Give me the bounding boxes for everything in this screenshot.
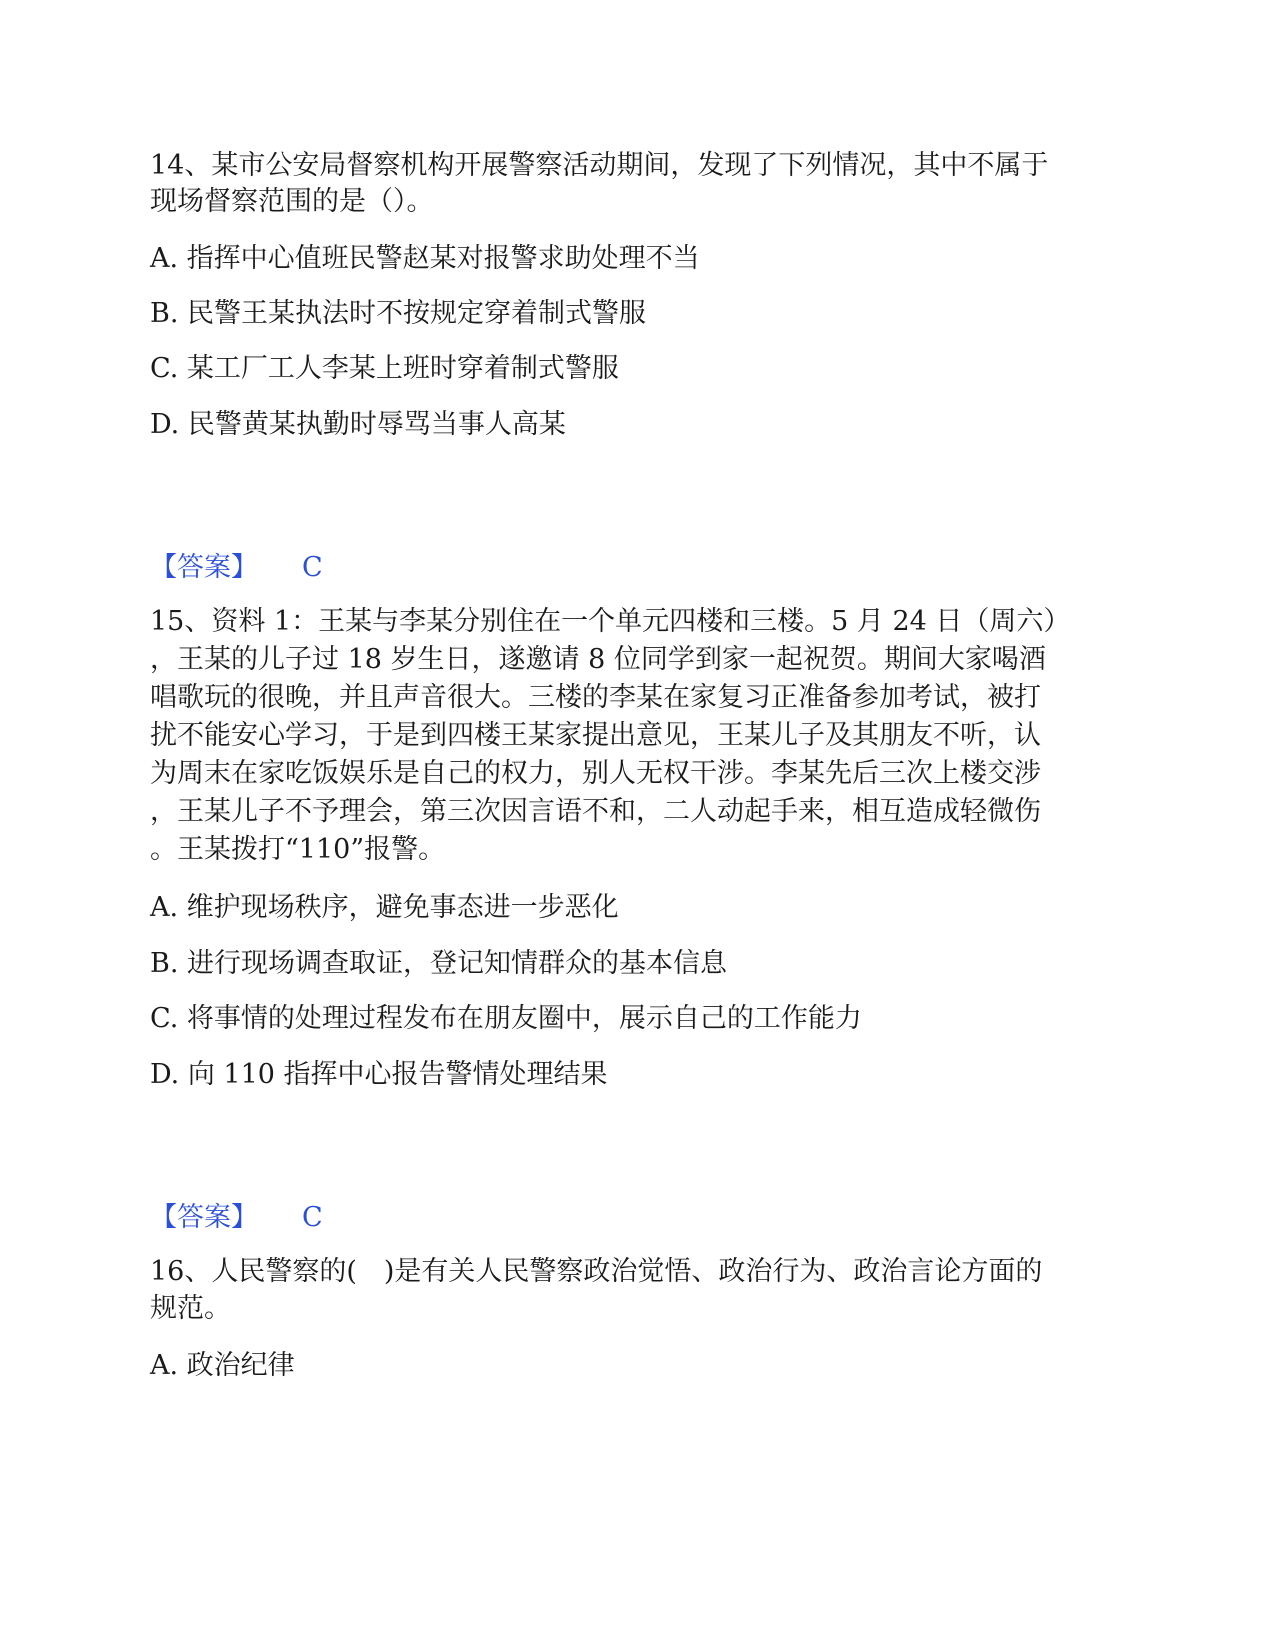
q16-option-a: A. 政治纪律 — [150, 1350, 295, 1381]
q15-stem-line-1: 15、资料 1：王某与李某分别住在一个单元四楼和三楼。5 月 24 日（周六） — [150, 606, 1071, 637]
q14-answer-value: C — [302, 552, 323, 583]
q15-answer-label: 【答案】 — [150, 1202, 258, 1233]
q16-stem-line-2: 规范。 — [150, 1293, 231, 1324]
q16-stem-line-1: 16、人民警察的( )是有关人民警察政治觉悟、政治行为、政治言论方面的 — [150, 1256, 1043, 1287]
q14-option-d: D. 民警黄某执勤时辱骂当事人高某 — [150, 409, 566, 440]
q15-option-c: C. 将事情的处理过程发布在朋友圈中，展示自己的工作能力 — [150, 1003, 862, 1034]
q15-stem-line-3: 唱歌玩的很晚，并且声音很大。三楼的李某在家复习正准备参加考试，被打 — [150, 682, 1041, 713]
q15-option-b: B. 进行现场调查取证，登记知情群众的基本信息 — [150, 948, 728, 979]
q14-stem-line-2: 现场督察范围的是（）。 — [150, 186, 434, 217]
q15-option-a: A. 维护现场秩序，避免事态进一步恶化 — [150, 892, 619, 923]
q15-stem-line-4: 扰不能安心学习，于是到四楼王某家提出意见，王某儿子及其朋友不听，认 — [150, 720, 1041, 751]
q14-stem-line-1: 14、某市公安局督察机构开展警察活动期间，发现了下列情况，其中不属于 — [150, 150, 1049, 181]
q14-answer-label: 【答案】 — [150, 552, 258, 583]
q14-option-c: C. 某工厂工人李某上班时穿着制式警服 — [150, 353, 619, 384]
q15-answer-value: C — [302, 1202, 323, 1233]
q14-option-a: A. 指挥中心值班民警赵某对报警求助处理不当 — [150, 243, 700, 274]
q15-option-d: D. 向 110 指挥中心报告警情处理结果 — [150, 1059, 608, 1090]
q15-stem-line-5: 为周末在家吃饭娱乐是自己的权力，别人无权干涉。李某先后三次上楼交涉 — [150, 758, 1041, 789]
q15-stem-line-6: ，王某儿子不予理会，第三次因言语不和，二人动起手来，相互造成轻微伤 — [150, 796, 1041, 827]
q15-answer — [150, 1199, 323, 1237]
q15-stem-line-7: 。王某拨打“110”报警。 — [150, 834, 446, 865]
q15-stem-line-2: ，王某的儿子过 18 岁生日，遂邀请 8 位同学到家一起祝贺。期间大家喝酒 — [150, 644, 1046, 675]
q14-option-b: B. 民警王某执法时不按规定穿着制式警服 — [150, 298, 647, 329]
q14-answer — [150, 549, 323, 587]
